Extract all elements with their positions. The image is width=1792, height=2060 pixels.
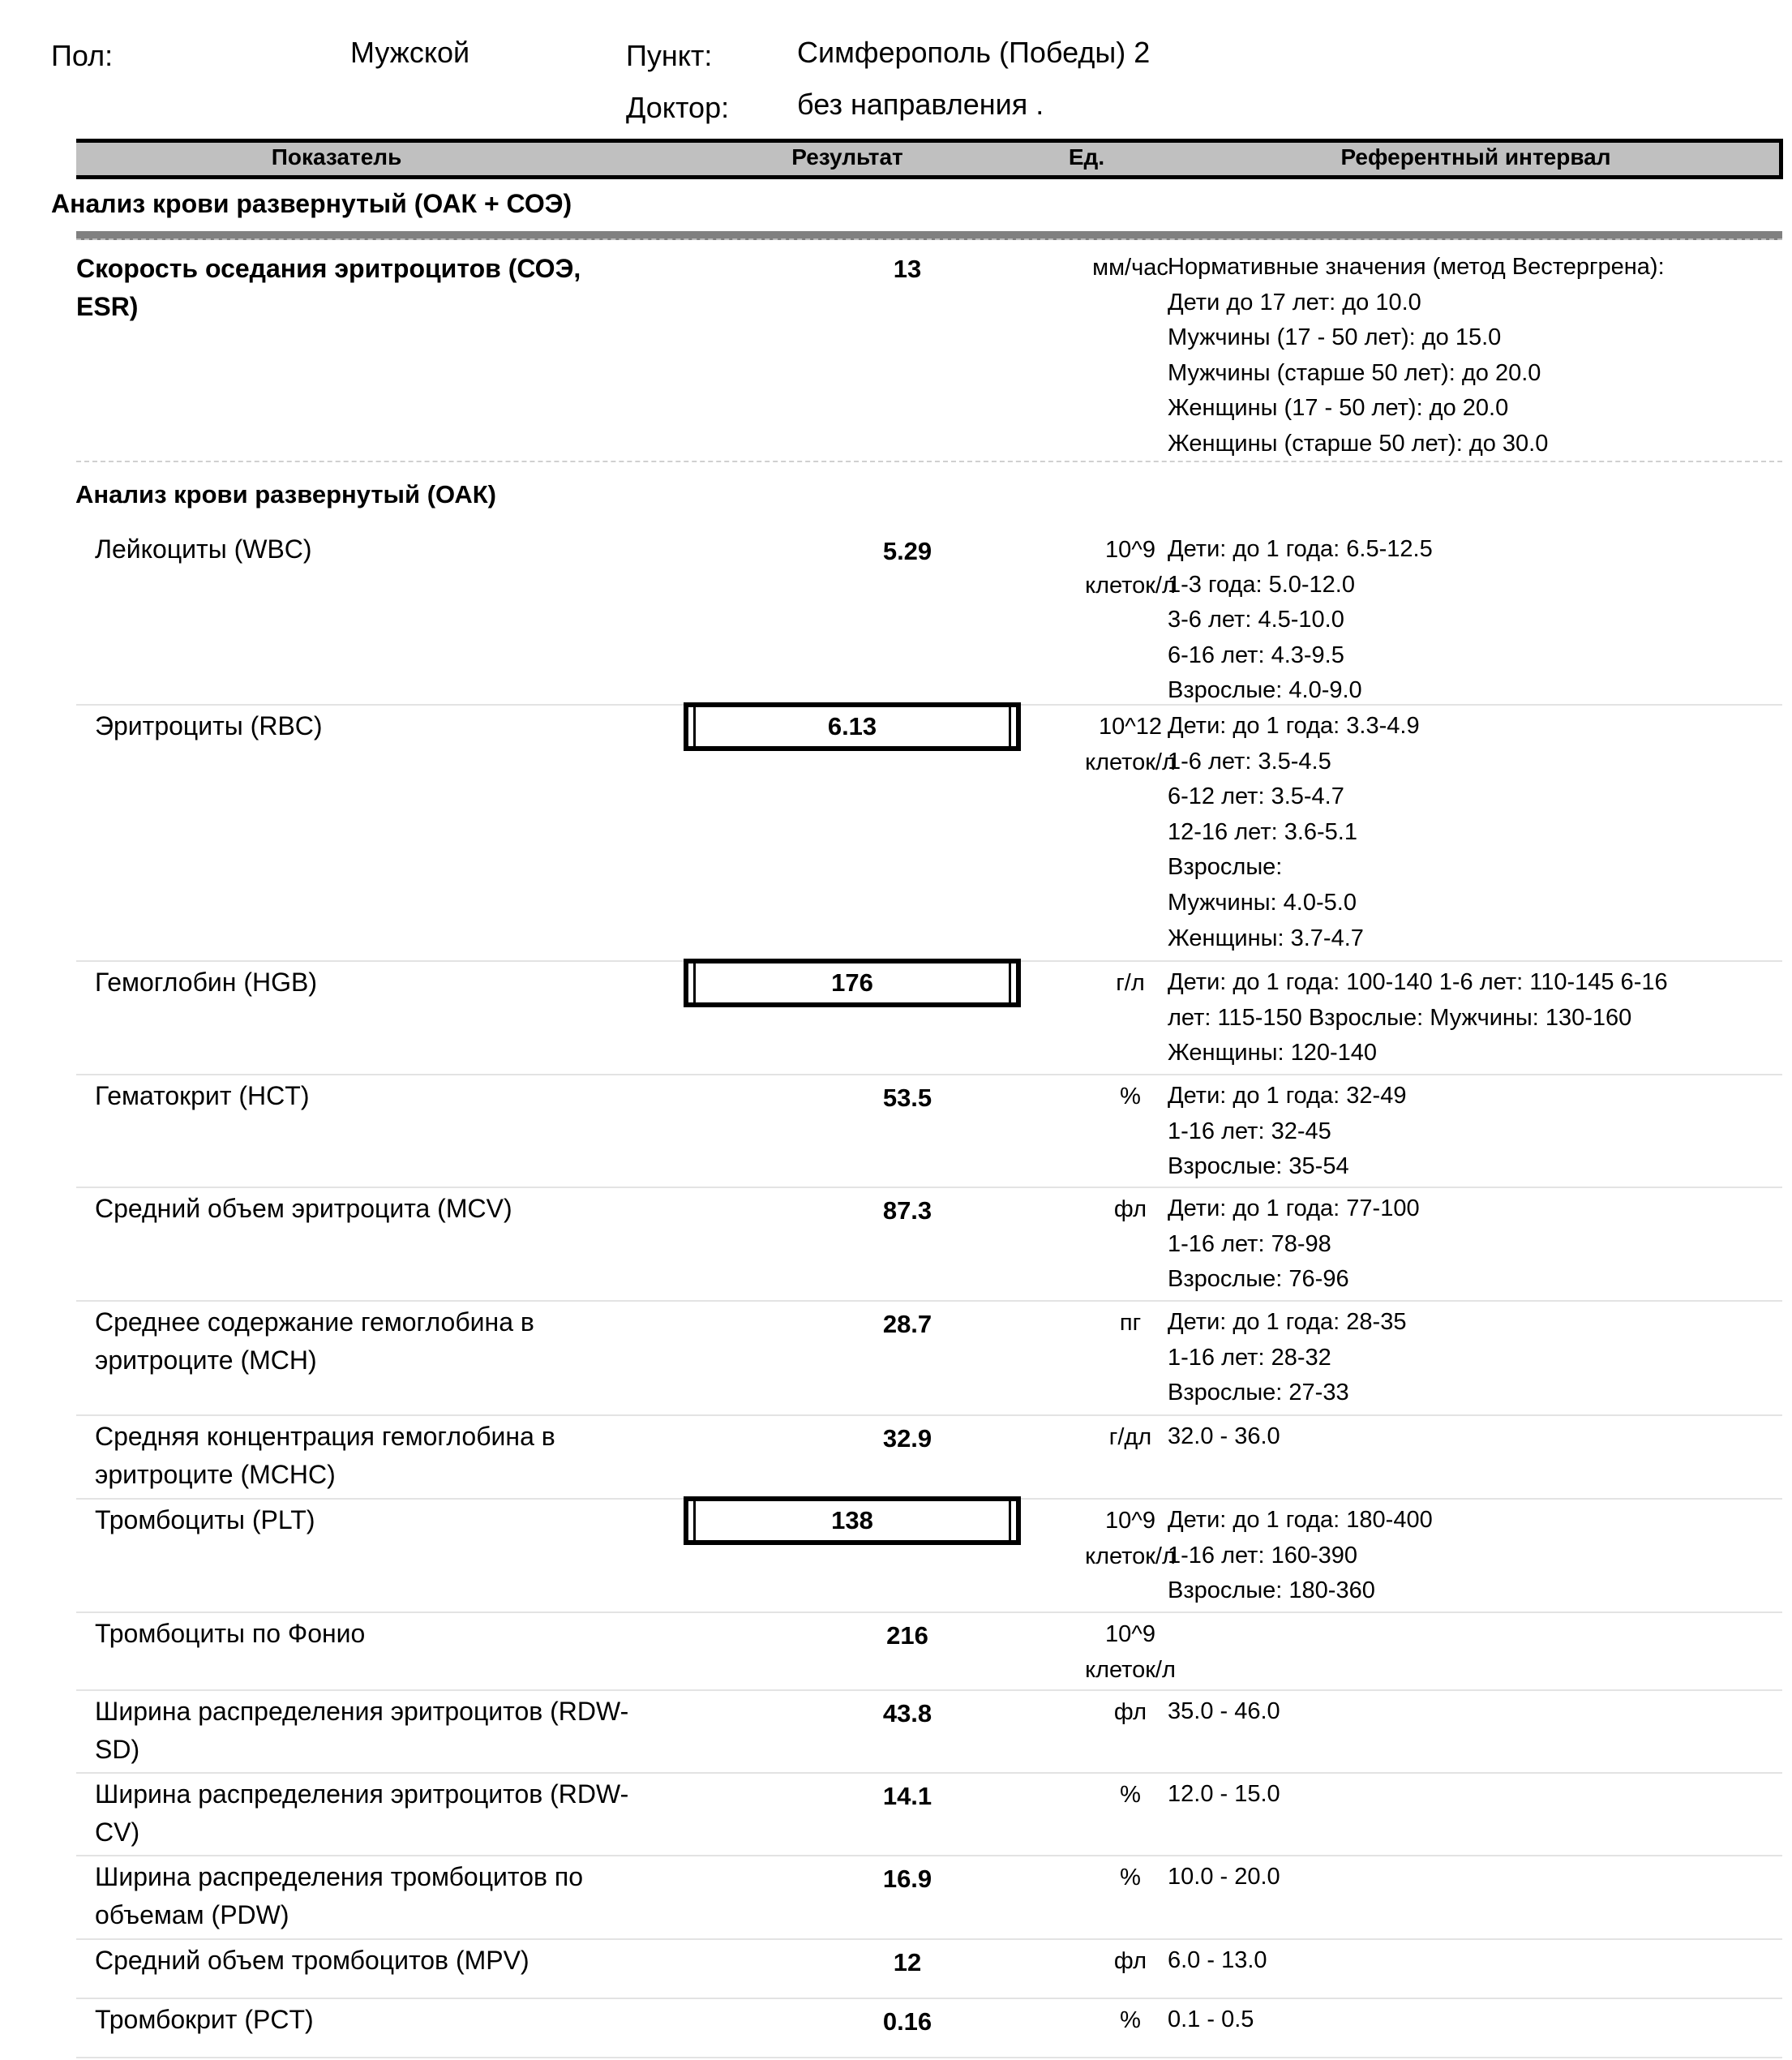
reference-line: 1-16 лет: 32-45 xyxy=(1168,1118,1331,1144)
table-row xyxy=(76,529,1782,706)
header-result: Результат xyxy=(791,144,903,170)
reference-line: Нормативные значения (метод Вестергрена): xyxy=(1168,254,1665,280)
result-value: 13 xyxy=(893,255,922,283)
sex-value: Мужской xyxy=(350,36,470,69)
unit-line: пг xyxy=(1119,1310,1142,1336)
reference-line: 6-16 лет: 4.3-9.5 xyxy=(1168,642,1344,668)
indicator-name: Лейкоциты (WBC) xyxy=(95,534,312,564)
reference-line: Дети: до 1 года: 100-140 1-6 лет: 110-145 6-16 xyxy=(1168,969,1668,995)
reference-interval xyxy=(1168,2002,1784,2038)
indicator-name: Средний объем тромбоцитов (MPV) xyxy=(95,1946,529,1975)
reference-line: Взрослые: xyxy=(1168,854,1283,881)
reference-interval xyxy=(1168,1503,1784,1609)
unit-line: 10^12 xyxy=(1098,714,1163,740)
doctor-value: без направления . xyxy=(797,88,1044,121)
result-value: 0.16 xyxy=(882,2007,932,2036)
unit-line: фл xyxy=(1113,1948,1147,1974)
table-row xyxy=(76,1416,1782,1500)
reference-line: Мужчины (17 - 50 лет): до 15.0 xyxy=(1168,324,1502,351)
reference-interval xyxy=(1168,965,1784,1071)
reference-line: 12-16 лет: 3.6-5.1 xyxy=(1168,818,1357,845)
reference-line: Взрослые: 27-33 xyxy=(1168,1380,1349,1406)
unit-line: % xyxy=(1120,1865,1141,1890)
indicator-name: Ширина распределения эритроцитов (RDW-SD) xyxy=(95,1697,629,1764)
reference-line: 6.0 - 13.0 xyxy=(1168,1947,1267,1973)
result-value: 12 xyxy=(893,1948,922,1976)
result-value: 28.7 xyxy=(882,1310,932,1338)
indicator-name: Гематокрит (HCT) xyxy=(95,1081,310,1110)
reference-line: Взрослые: 76-96 xyxy=(1168,1266,1349,1293)
reference-line: 0.1 - 0.5 xyxy=(1168,2006,1254,2032)
table-row xyxy=(76,706,1782,962)
reference-line: Дети: до 1 года: 28-35 xyxy=(1168,1309,1407,1335)
unit xyxy=(1009,1616,1252,1688)
table-row xyxy=(76,1302,1782,1416)
reference-interval xyxy=(1168,1694,1784,1730)
unit-line: клеток/л xyxy=(1085,573,1176,599)
unit-line: фл xyxy=(1113,1699,1147,1725)
reference-line: Взрослые: 4.0-9.0 xyxy=(1168,677,1362,704)
table-row xyxy=(76,1075,1782,1188)
header-reference: Референтный интервал xyxy=(1340,144,1611,170)
result-value: 16.9 xyxy=(882,1865,932,1893)
reference-interval xyxy=(1168,709,1784,956)
section-divider xyxy=(76,231,1782,240)
reference-line: Женщины (старше 50 лет): до 30.0 xyxy=(1168,430,1549,457)
indicator-name: Гемоглобин (HGB) xyxy=(95,968,317,997)
reference-line: Мужчины: 4.0-5.0 xyxy=(1168,889,1357,916)
indicator-name: Тромбоциты (PLT) xyxy=(95,1505,315,1534)
unit-line: % xyxy=(1120,1084,1141,1109)
unit: мм/час xyxy=(1092,255,1168,281)
reference-interval xyxy=(1168,1191,1784,1298)
table-row xyxy=(76,1691,1782,1774)
reference-interval xyxy=(1168,1777,1784,1813)
reference-line: Взрослые: 180-360 xyxy=(1168,1577,1375,1604)
table-header xyxy=(76,139,1783,179)
doctor-label: Доктор: xyxy=(626,91,730,124)
unit-line: фл xyxy=(1113,1196,1147,1222)
flagged-result-value: 6.13 xyxy=(684,702,1021,751)
unit-line: г/дл xyxy=(1108,1424,1152,1450)
reference-line: Женщины: 120-140 xyxy=(1168,1040,1378,1066)
indicator-name: Тромбокрит (PCT) xyxy=(95,2005,314,2034)
reference-line: Женщины (17 - 50 лет): до 20.0 xyxy=(1168,395,1509,422)
unit-line: % xyxy=(1120,1782,1141,1808)
result-value: 87.3 xyxy=(882,1196,932,1225)
result-value: 43.8 xyxy=(882,1699,932,1727)
reference-interval xyxy=(1168,1305,1784,1411)
indicator-name: Средний объем эритроцита (MCV) xyxy=(95,1194,512,1223)
reference-line: Дети до 17 лет: до 10.0 xyxy=(1168,289,1421,315)
unit-line: % xyxy=(1120,2007,1141,2033)
reference-line: 1-16 лет: 78-98 xyxy=(1168,1230,1331,1257)
sex-label: Пол: xyxy=(51,39,114,72)
table-row xyxy=(76,1856,1782,1940)
reference-line: Дети: до 1 года: 77-100 xyxy=(1168,1195,1420,1221)
reference-line: 35.0 - 46.0 xyxy=(1168,1698,1280,1724)
result-value: 53.5 xyxy=(882,1084,932,1112)
indicator-name: Скорость оседания эритроцитов (СОЭ, ESR) xyxy=(76,254,581,321)
unit-line: 10^9 xyxy=(1105,1621,1155,1647)
reference-line: Дети: до 1 года: 6.5-12.5 xyxy=(1168,536,1433,562)
reference-line: 32.0 - 36.0 xyxy=(1168,1423,1280,1449)
section-title: Анализ крови развернутый (ОАК + СОЭ) xyxy=(51,189,572,218)
unit-line: клеток/л xyxy=(1085,749,1176,775)
reference-line: Дети: до 1 года: 180-400 xyxy=(1168,1507,1433,1533)
header-unit: Ед. xyxy=(1068,144,1105,170)
reference-line: 10.0 - 20.0 xyxy=(1168,1864,1280,1890)
flagged-result-value: 138 xyxy=(684,1496,1021,1545)
table-row xyxy=(76,1940,1782,1999)
unit-line: 10^9 xyxy=(1105,1508,1155,1534)
result-value: 14.1 xyxy=(882,1782,932,1810)
reference-interval xyxy=(1168,250,1784,462)
reference-line: 6-12 лет: 3.5-4.7 xyxy=(1168,783,1344,810)
reference-line: 1-6 лет: 3.5-4.5 xyxy=(1168,748,1331,775)
reference-line: 1-16 лет: 28-32 xyxy=(1168,1344,1331,1371)
indicator-name: Среднее содержание гемоглобина в эритроците (MCH) xyxy=(95,1307,534,1375)
table-row xyxy=(76,1999,1782,2058)
header-indicator: Показатель xyxy=(271,144,402,170)
reference-interval xyxy=(1168,1079,1784,1185)
result-value: 216 xyxy=(886,1621,928,1650)
point-label: Пункт: xyxy=(626,39,713,72)
reference-interval xyxy=(1168,1943,1784,1979)
indicator-name: Эритроциты (RBC) xyxy=(95,711,323,740)
indicator-name: Ширина распределения тромбоцитов по объемам (PDW) xyxy=(95,1862,584,1929)
result-value: 32.9 xyxy=(882,1424,932,1453)
indicator-name: Средняя концентрация гемоглобина в эритроците (MCHC) xyxy=(95,1422,555,1489)
reference-line: 1-3 года: 5.0-12.0 xyxy=(1168,571,1355,598)
row-separator xyxy=(76,2057,1782,2058)
table-row xyxy=(76,1613,1782,1691)
unit-line: 10^9 xyxy=(1105,537,1155,563)
reference-line: Мужчины (старше 50 лет): до 20.0 xyxy=(1168,359,1541,386)
reference-line: Взрослые: 35-54 xyxy=(1168,1153,1349,1180)
table-row xyxy=(76,1500,1782,1613)
table-row xyxy=(76,1188,1782,1302)
reference-interval xyxy=(1168,1860,1784,1895)
reference-line: Дети: до 1 года: 32-49 xyxy=(1168,1083,1407,1109)
unit-line: г/л xyxy=(1116,970,1145,996)
subsection-title: Анализ крови развернутый (ОАК) xyxy=(75,480,496,509)
reference-interval xyxy=(1168,532,1784,709)
reference-line: 12.0 - 15.0 xyxy=(1168,1781,1280,1807)
point-value: Симферополь (Победы) 2 xyxy=(797,36,1151,69)
reference-line: лет: 115-150 Взрослые: Мужчины: 130-160 xyxy=(1168,1004,1632,1031)
flagged-result-value: 176 xyxy=(684,959,1021,1007)
table-row xyxy=(76,1774,1782,1856)
reference-line: Дети: до 1 года: 3.3-4.9 xyxy=(1168,713,1420,739)
indicator-name: Тромбоциты по Фонио xyxy=(95,1619,366,1648)
result-value: 5.29 xyxy=(882,537,932,565)
indicator-name: Ширина распределения эритроцитов (RDW-CV) xyxy=(95,1779,629,1847)
table-row-esr xyxy=(76,250,1782,462)
reference-line: 1-16 лет: 160-390 xyxy=(1168,1542,1358,1569)
row-separator xyxy=(76,461,1782,462)
unit-line: клеток/л xyxy=(1085,1657,1176,1683)
reference-line: 3-6 лет: 4.5-10.0 xyxy=(1168,607,1344,633)
reference-interval xyxy=(1168,1419,1784,1455)
table-row xyxy=(76,962,1782,1075)
reference-line: Женщины: 3.7-4.7 xyxy=(1168,925,1364,951)
unit-line: клеток/л xyxy=(1085,1543,1176,1569)
